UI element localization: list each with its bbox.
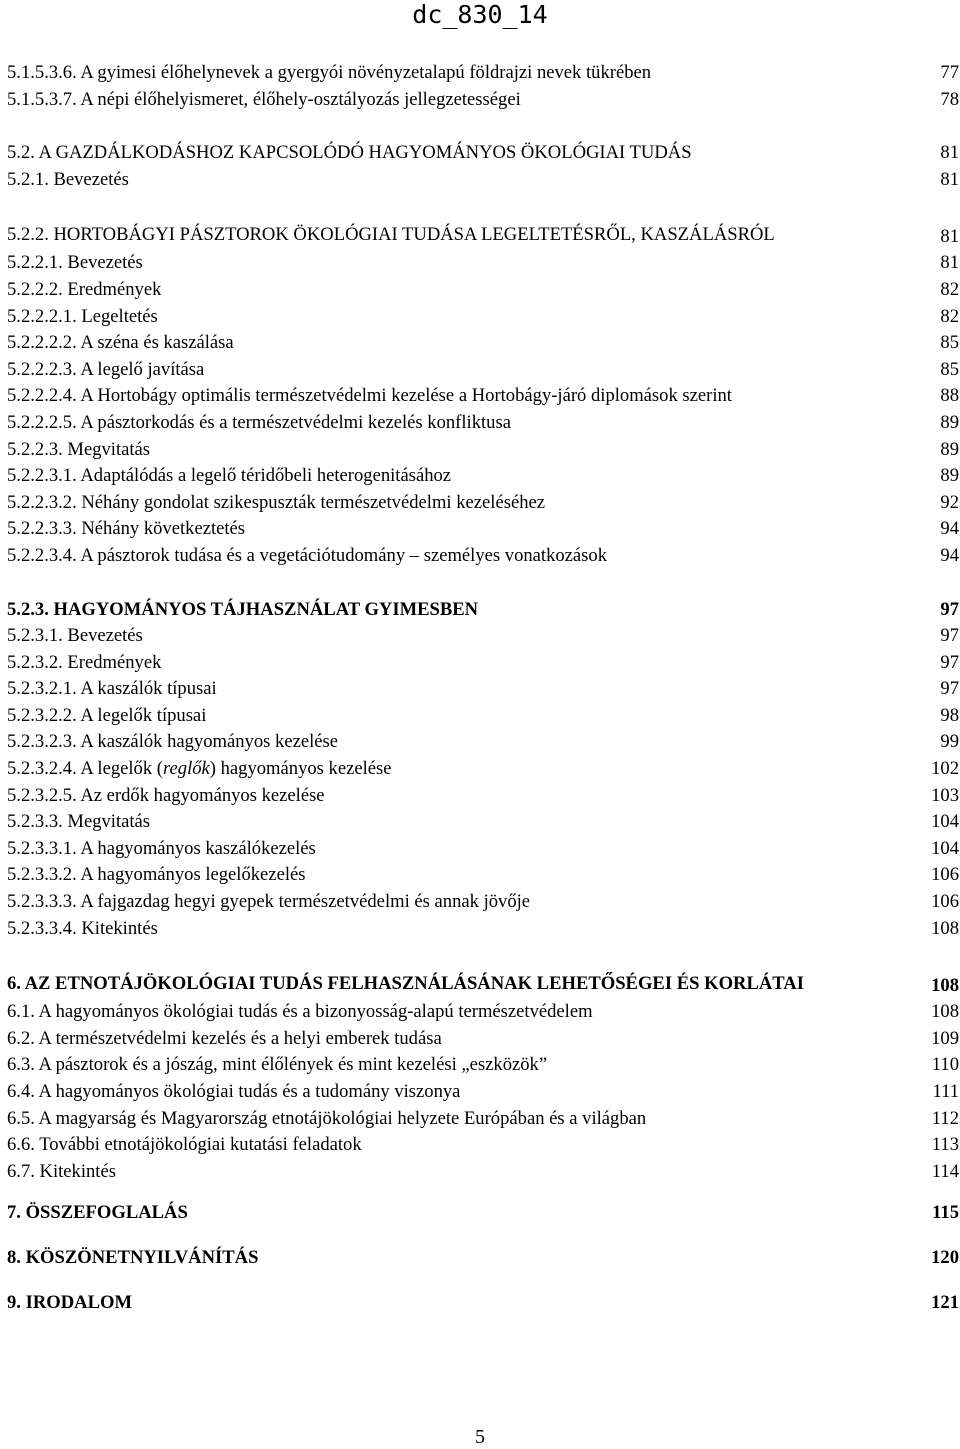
toc-entry[interactable] — [7, 60, 959, 87]
toc-entry-title: 5.2.2.2.2. A széna és kaszálása — [7, 332, 234, 354]
toc-entry-page: 103 — [931, 784, 959, 806]
toc-entry-page: 108 — [931, 975, 959, 997]
toc-entry-title: 9. IRODALOM — [7, 1291, 132, 1313]
toc-entry[interactable] — [7, 1052, 959, 1079]
toc-entry-page: 77 — [940, 62, 959, 83]
toc-entry[interactable] — [7, 167, 959, 194]
toc-entry-page: 81 — [940, 168, 959, 190]
toc-entry-title: 5.2.2.3.2. Néhány gondolat szikespuszták természetvédelmi kezeléséhez — [7, 491, 545, 513]
toc-entry[interactable] — [7, 703, 959, 730]
toc-entry[interactable] — [7, 383, 959, 410]
toc-entry[interactable] — [7, 1159, 959, 1186]
toc-entry-page: 78 — [940, 88, 959, 110]
toc-entry-title: 5.2.2.2.1. Legeltetés — [7, 305, 158, 327]
toc-entry-title: 5.2.3.1. Bevezetés — [7, 625, 143, 647]
toc-entry-page: 89 — [940, 438, 959, 460]
toc-entry-page: 109 — [931, 1027, 959, 1049]
toc-entry[interactable] — [7, 1132, 959, 1159]
toc-entry-page: 94 — [940, 544, 959, 566]
toc-entry[interactable] — [7, 809, 959, 836]
toc-entry[interactable] — [7, 889, 959, 916]
toc-entry[interactable] — [7, 490, 959, 517]
toc-entry[interactable] — [7, 277, 959, 304]
toc-entry-page: 89 — [940, 465, 959, 487]
toc-entry[interactable] — [7, 87, 959, 114]
spacer — [7, 570, 959, 597]
toc-entry-page: 104 — [931, 837, 959, 859]
toc-entry-page: 99 — [940, 731, 959, 753]
toc-entry-page: 114 — [931, 1160, 959, 1182]
toc-entry-page: 111 — [932, 1081, 959, 1102]
toc-entry-title: 5.2.3.3. Megvitatás — [7, 811, 151, 833]
toc-entry-title: 5.1.5.3.6. A gyimesi élőhelynevek a gyergyói növényzetalapú földrajzi nevek tükrében — [7, 62, 652, 83]
toc-entry-page: 81 — [940, 142, 959, 164]
toc-entry-title: 6.2. A természetvédelmi kezelés és a helyi emberek tudása — [7, 1027, 442, 1049]
spacer — [7, 1227, 959, 1245]
toc-entry-page: 104 — [931, 811, 959, 833]
toc-entry[interactable] — [7, 623, 959, 650]
toc-entry-page: 108 — [931, 1001, 959, 1023]
toc-entry-page: 108 — [931, 917, 959, 939]
toc-entry-page: 97 — [940, 678, 959, 700]
toc-entry[interactable] — [7, 304, 959, 331]
toc-entry-page: 97 — [940, 625, 959, 647]
toc-entry-page: 97 — [940, 651, 959, 673]
toc-entry-title: 8. KÖSZÖNETNYILVÁNÍTÁS — [7, 1246, 259, 1268]
toc-entry-title: 5.2.3.3.4. Kitekintés — [7, 917, 158, 939]
toc-entry-title: 5.2.2.2.4. A Hortobágy optimális természetvédelmi kezelése a Hortobágy-járó diplomások szerint — [7, 385, 732, 407]
toc-entry-page: 113 — [931, 1134, 959, 1156]
document-id-header: dc_830_14 — [412, 0, 548, 29]
toc-entry-title: 5.2. A GAZDÁLKODÁSHOZ KAPCSOLÓDÓ HAGYOMÁNYOS ÖKOLÓGIAI TUDÁS — [7, 142, 692, 164]
toc-entry-page: 82 — [940, 278, 959, 300]
toc-entry-page: 94 — [940, 518, 959, 540]
toc-entry-title: 6.3. A pásztorok és a jószág, mint élőlények és mint kezelési „eszközök” — [7, 1054, 548, 1076]
toc-entry[interactable] — [7, 650, 959, 677]
toc-entry-title: 5.2.3.2.1. A kaszálók típusai — [7, 678, 217, 700]
toc-entry-title: 5.2.3.2.5. Az erdők hagyományos kezelése — [7, 784, 325, 806]
toc-entry[interactable] — [7, 516, 959, 543]
toc-entry[interactable] — [7, 1245, 959, 1272]
toc-entry-title: 5.2.3.3.3. A fajgazdag hegyi gyepek természetvédelmi és annak jövője — [7, 891, 531, 913]
toc-entry-title: 5.2.3.2.3. A kaszálók hagyományos kezelése — [7, 731, 338, 753]
spacer — [7, 193, 959, 220]
toc-entry-page: 106 — [931, 864, 959, 886]
toc-entry-title: 5.2.2.3.3. Néhány következtetés — [7, 518, 246, 540]
toc-entry-title: 5.2.3. HAGYOMÁNYOS TÁJHASZNÁLAT GYIMESBEN — [7, 598, 479, 620]
toc-entry[interactable] — [7, 437, 959, 464]
toc-entry[interactable] — [7, 140, 959, 167]
toc-entry-page: 81 — [940, 226, 959, 248]
toc-entry-page: 98 — [940, 704, 959, 726]
toc-entry-page: 92 — [940, 491, 959, 513]
toc-entry-title: 6.1. A hagyományos ökológiai tudás és a bizonyosság-alapú természetvédelem — [7, 1001, 593, 1023]
toc-entry-page: 85 — [940, 358, 959, 380]
toc-entry[interactable] — [7, 463, 959, 490]
toc-entry-title: 5.2.3.2.4. A legelők (reglők) hagyományos kezelése — [7, 758, 392, 780]
toc-entry-title: 5.2.2.3.1. Adaptálódás a legelő téridőbeli heterogenitásához — [7, 465, 452, 487]
toc-entry-page: 110 — [931, 1054, 959, 1076]
toc-entry[interactable] — [7, 1026, 959, 1053]
page-number: 5 — [475, 1426, 485, 1448]
toc-entry[interactable] — [7, 1290, 959, 1317]
spacer — [7, 113, 959, 140]
toc-entry[interactable] — [7, 330, 959, 357]
toc-entry-title: 5.2.2.2.3. A legelő javítása — [7, 358, 205, 380]
toc-entry-title: 5.2.3.3.1. A hagyományos kaszálókezelés — [7, 837, 316, 859]
toc-entry[interactable] — [7, 250, 959, 277]
spacer — [7, 942, 959, 969]
toc-entry-page: 89 — [940, 411, 959, 433]
toc-entry[interactable] — [7, 220, 959, 250]
toc-entry-title: 5.2.1. Bevezetés — [7, 168, 129, 190]
toc-entry[interactable] — [7, 729, 959, 756]
toc-entry[interactable] — [7, 1106, 959, 1133]
italic-term: reglők — [162, 758, 210, 780]
toc-entry[interactable] — [7, 410, 959, 437]
toc-entry-title: 5.2.2.3.4. A pásztorok tudása és a vegetációtudomány – személyes vonatkozások — [7, 544, 608, 566]
toc-entry[interactable] — [7, 969, 959, 999]
spacer — [7, 1272, 959, 1290]
toc-entry[interactable] — [7, 916, 959, 943]
toc-entry[interactable] — [7, 597, 959, 624]
toc-entry-title: 6.7. Kitekintés — [7, 1160, 116, 1182]
toc-entry-page: 121 — [931, 1291, 959, 1313]
toc-entry[interactable] — [7, 676, 959, 703]
toc-entry-page: 115 — [932, 1202, 959, 1224]
toc-entry-title: 6.4. A hagyományos ökológiai tudás és a tudomány viszonya — [7, 1081, 461, 1102]
toc-entry-title: 5.2.2. HORTOBÁGYI PÁSZTOROK ÖKOLÓGIAI TUDÁSA LEGELTETÉSRŐL, KASZÁLÁSRÓL — [7, 224, 775, 246]
toc-entry-title: 5.2.3.2.2. A legelők típusai — [7, 704, 207, 726]
spacer — [7, 1185, 959, 1200]
toc-entry-page: 81 — [940, 252, 959, 274]
toc-entry[interactable] — [7, 1200, 959, 1227]
toc-entry[interactable] — [7, 543, 959, 570]
toc-entry-page: 82 — [940, 305, 959, 327]
toc-entry-title: 6.5. A magyarság és Magyarország etnotájökológiai helyzete Európában és a világban — [7, 1107, 647, 1129]
toc-entry-title: 5.2.3.3.2. A hagyományos legelőkezelés — [7, 864, 306, 886]
toc-entry-page: 85 — [940, 332, 959, 354]
toc-entry[interactable] — [7, 836, 959, 863]
toc-entry-title: 5.1.5.3.7. A népi élőhelyismeret, élőhely-osztályozás jellegzetességei — [7, 88, 521, 110]
toc-entry-title: 6. AZ ETNOTÁJÖKOLÓGIAI TUDÁS FELHASZNÁLÁSÁNAK LEHETŐSÉGEI ÉS KORLÁTAI — [7, 973, 804, 995]
toc-entry-title: 6.6. További etnotájökológiai kutatási feladatok — [7, 1134, 362, 1156]
toc-entry-page: 102 — [931, 758, 959, 780]
toc-entry[interactable] — [7, 783, 959, 810]
toc-entry-title: 7. ÖSSZEFOGLALÁS — [7, 1202, 188, 1224]
toc-entry-page: 106 — [931, 891, 959, 913]
toc-entry-title: 5.2.3.2. Eredmények — [7, 651, 162, 673]
toc-entry-title: 5.2.2.1. Bevezetés — [7, 252, 143, 274]
toc-entry-title: 5.2.2.2.5. A pásztorkodás és a természetvédelmi kezelés konfliktusa — [7, 411, 511, 433]
toc-entry[interactable] — [7, 1079, 959, 1106]
toc-entry[interactable] — [7, 862, 959, 889]
toc-entry[interactable] — [7, 756, 959, 783]
toc-entry-page: 97 — [940, 598, 959, 620]
toc-entry[interactable] — [7, 999, 959, 1026]
table-of-contents — [7, 60, 959, 1316]
toc-entry-title: 5.2.2.2. Eredmények — [7, 278, 162, 300]
toc-entry-page: 120 — [931, 1246, 959, 1268]
toc-entry-page: 112 — [931, 1107, 959, 1129]
toc-entry-title: 5.2.2.3. Megvitatás — [7, 438, 151, 460]
toc-entry-page: 88 — [940, 385, 959, 407]
toc-entry[interactable] — [7, 357, 959, 384]
